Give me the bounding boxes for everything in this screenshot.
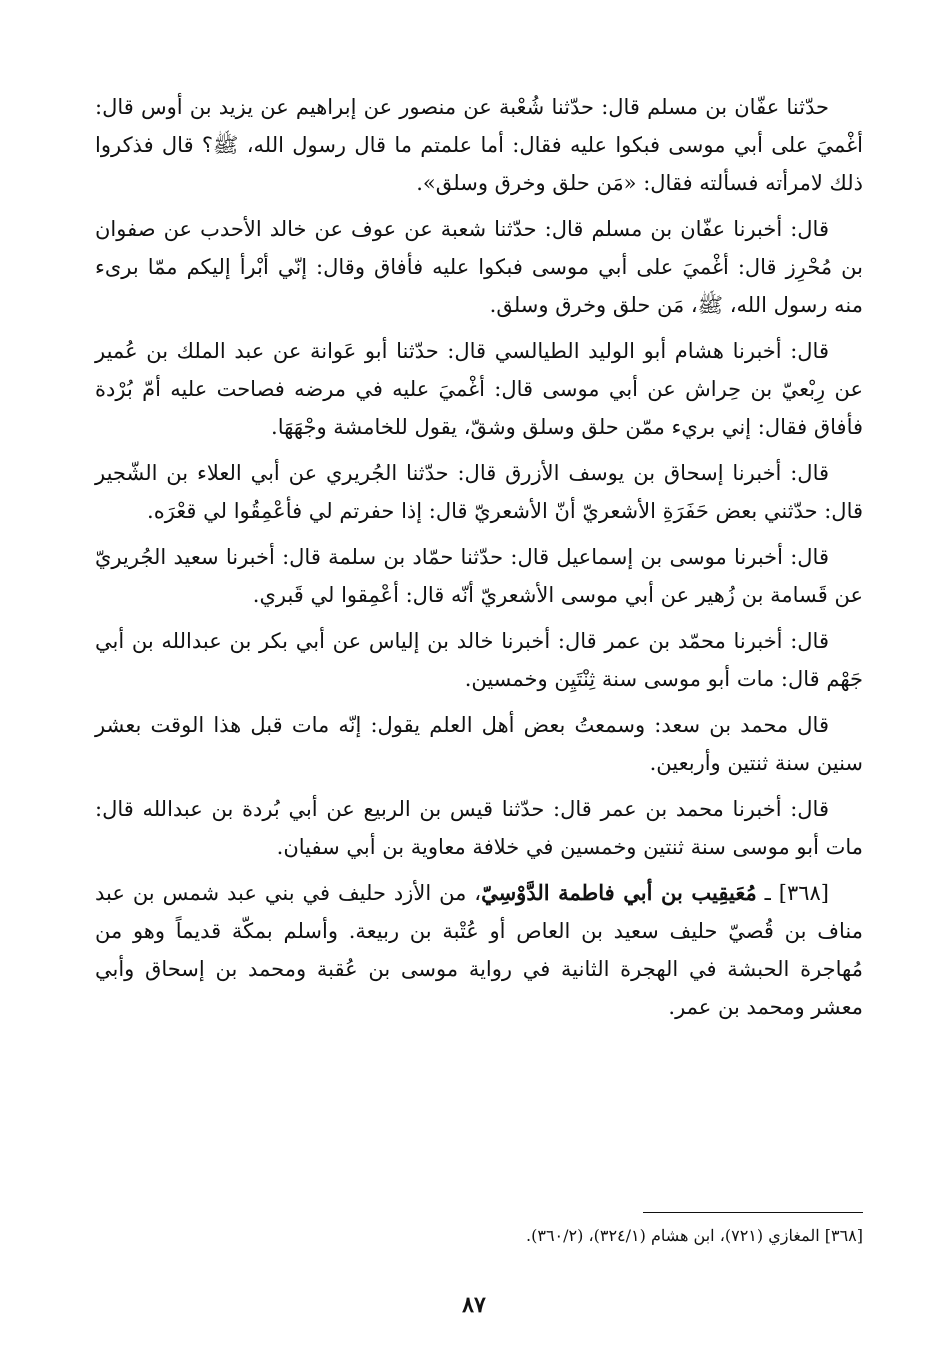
paragraph-hadith-4: قال: أخبرنا إسحاق بن يوسف الأزرق قال: حدّثنا الجُريري عن أبي العلاء بن الشّجير قال: حدّثني بعض حَفَرَةِ الأشعريّ أنّ الأشعريّ قال: إذا حفرتم لي فأعْمِقُوا لي قعْرَه. [95, 461, 863, 523]
page-body [95, 88, 863, 1034]
paragraph-hadith-3: قال: أخبرنا هشام أبو الوليد الطيالسي قال: حدّثنا أبو عَوانة عن عبد الملك بن عُمير عن رِبْعيّ بن حِراش عن أبي موسى قال: أغْميَ عليه في مرضه فصاحت عليه أمّ بُرْدة فأفاق فقال: إني بريء ممّن حلق وسلق وشقّ، يقول للخامشة وجْهَهَا. [95, 339, 863, 439]
footnote-separator [643, 1212, 863, 1213]
paragraph-hadith-7: قال محمد بن سعد: وسمعتُ بعض أهل العلم يقول: إنّه مات قبل هذا الوقت بعشر سنين سنة ثنتين وأربعين. [95, 713, 863, 775]
paragraph-hadith-6: قال: أخبرنا محمّد بن عمر قال: أخبرنا خالد بن إلياس عن أبي بكر بن عبدالله بن أبي جَهْم قال: مات أبو موسى سنة ثِنْتَيِن وخمسين. [95, 629, 863, 691]
page-number: ٨٧ [462, 1292, 486, 1318]
paragraph-hadith-5: قال: أخبرنا موسى بن إسماعيل قال: حدّثنا حمّاد بن سلمة قال: أخبرنا سعيد الجُريريّ عن قَسامة بن زُهير عن أبي موسى الأشعريّ أنّه قال: أعْمِقوا لي قَبري. [95, 545, 863, 607]
paragraph-hadith-8: قال: أخبرنا محمد بن عمر قال: حدّثنا قيس بن الربيع عن أبي بُردة بن عبدالله قال: مات أبو موسى سنة ثنتين وخمسين في خلافة معاوية بن أبي سفيان. [95, 797, 863, 859]
biography-name: مُعَيقِيب بن أبي فاطمة الدَّوْسِيّ [481, 880, 757, 905]
footnote-text: [٣٦٨] المغازي (٧٢١)، ابن هشام (٣٢٤/١)، (٣٦٠/٢). [526, 1226, 863, 1245]
paragraph-hadith-1: حدّثنا عفّان بن مسلم قال: حدّثنا شُعْبة عن منصور عن إبراهيم عن يزيد بن أوس قال: أغْميَ على أبي موسى فبكوا عليه فقال: أما علمتم ما قال رسول الله، ﷺ؟ قال فذكروا ذلك لامرأته فسألته فقال: «مَن حلق وخرق وسلق». [95, 95, 863, 195]
biography-number: [٣٦٨] ـ [764, 881, 829, 905]
footnote-area [95, 1212, 863, 1247]
paragraph-hadith-2: قال: أخبرنا عفّان بن مسلم قال: حدّثنا شعبة عن عوف عن خالد الأحدب عن صفوان بن مُحْرِز قال: أغْميَ على أبي موسى فبكوا عليه فأفاق وقال: إنّي أبْرأ إليكم ممّا برىء منه رسول الله، ﷺ، مَن حلق وخرق وسلق. [95, 217, 863, 317]
biography-text: ، من الأزد حليف في بني عبد شمس بن عبد مناف بن قُصيّ حليف سعيد بن العاص أو عُتْبة بن ربيعة. وأسلم بمكّة قديماً وهو من مُهاجرة الحبشة في الهجرة الثانية في رواية موسى بن عُقبة ومحمد بن إسحاق وأبي معشر ومحمد بن عمر. [95, 881, 863, 1019]
biography-entry [95, 874, 863, 1026]
